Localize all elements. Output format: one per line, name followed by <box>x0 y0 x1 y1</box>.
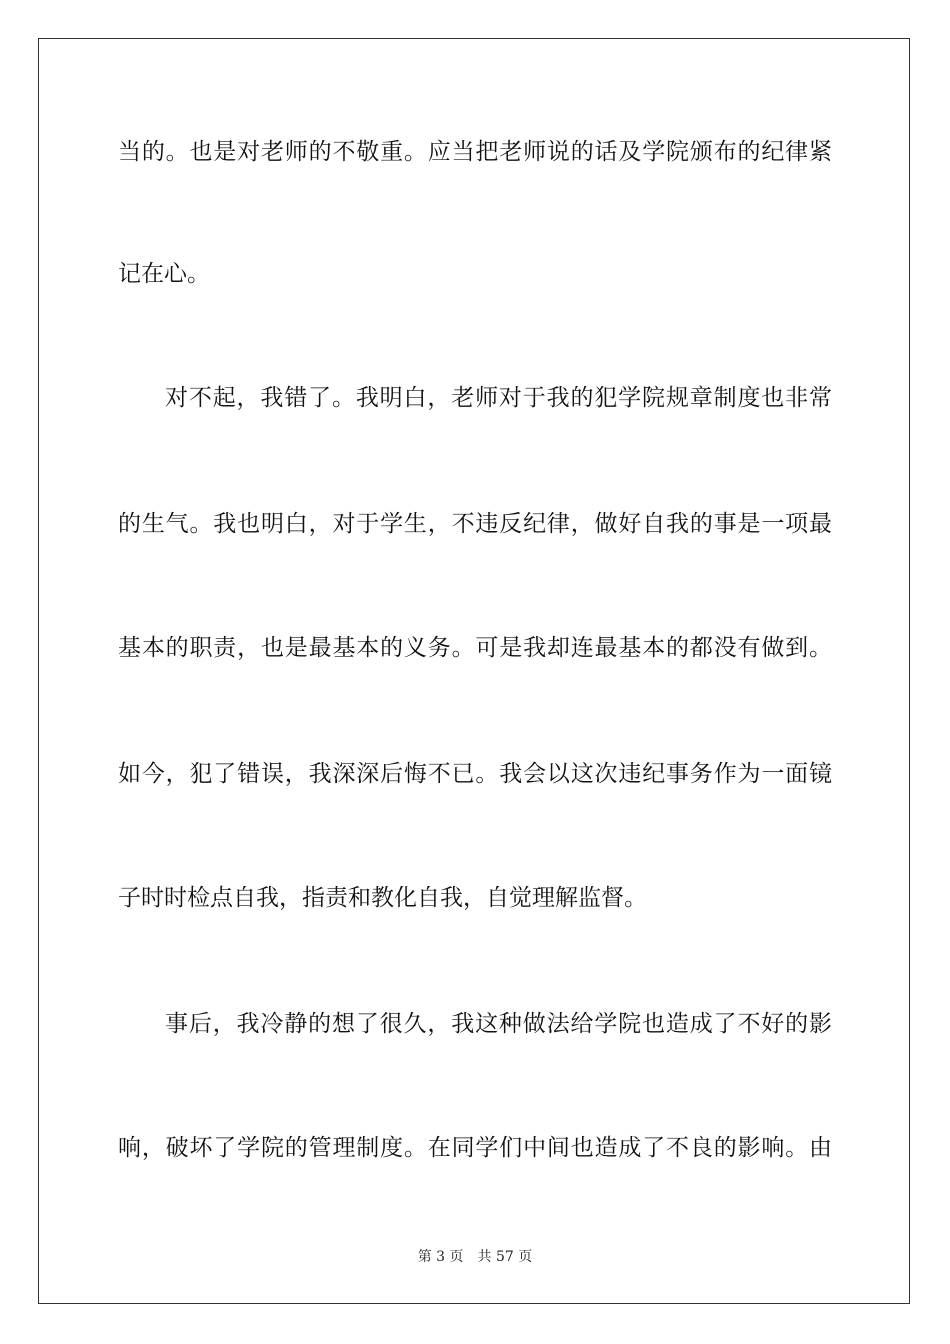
body-line-2: 记在心。 <box>118 261 210 287</box>
body-line-4: 的生气。我也明白，对于学生，不违反纪律，做好自我的事是一项最 <box>118 511 832 537</box>
body-line-7: 子时时检点自我，指责和教化自我，自觉理解监督。 <box>118 885 647 911</box>
body-line-9: 响，破坏了学院的管理制度。在同学们中间也造成了不良的影响。由 <box>118 1135 832 1161</box>
page-footer <box>0 1248 950 1266</box>
body-line-1: 当的。也是对老师的不敬重。应当把老师说的话及学院颁布的纪律紧 <box>118 139 832 165</box>
page-border <box>38 38 910 1304</box>
body-line-6: 如今，犯了错误，我深深后悔不已。我会以这次违纪事务作为一面镜 <box>118 761 832 787</box>
page-number: 第 3 页 <box>417 1249 464 1265</box>
body-line-8: 事后，我冷静的想了很久，我这种做法给学院也造成了不好的影 <box>165 1011 832 1037</box>
page-total: 共 57 页 <box>477 1249 533 1265</box>
body-line-3: 对不起，我错了。我明白，老师对于我的犯学院规章制度也非常 <box>165 385 832 411</box>
body-line-5: 基本的职责，也是最基本的义务。可是我却连最基本的都没有做到。 <box>118 635 832 661</box>
